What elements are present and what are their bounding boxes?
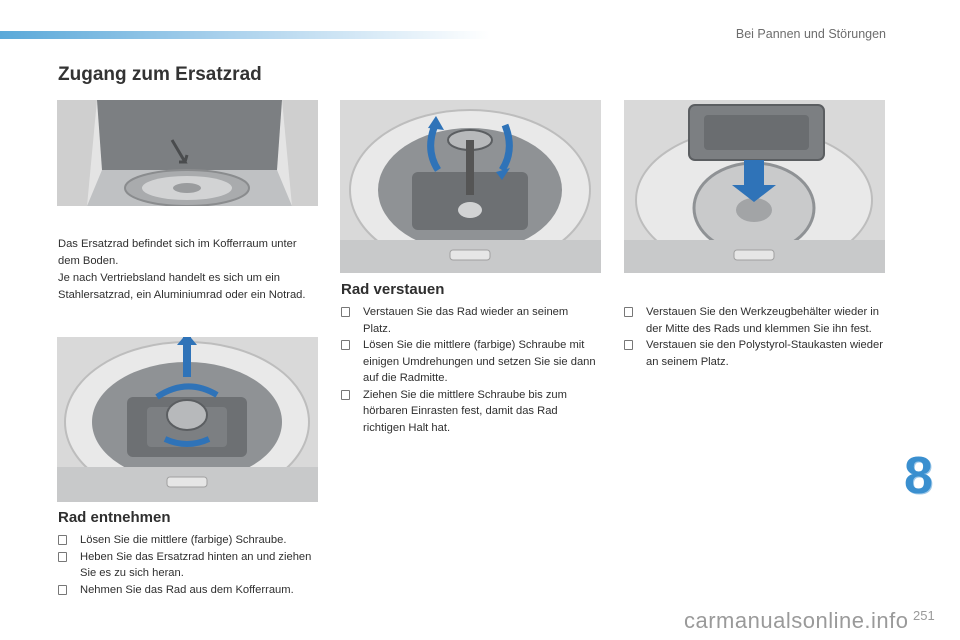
remove-wheel-illustration — [57, 337, 318, 502]
remove-steps — [58, 532, 318, 598]
list-item — [341, 387, 599, 437]
section-title: Bei Pannen und Störungen — [735, 27, 886, 41]
tools-steps — [624, 304, 884, 370]
list-item — [58, 582, 318, 599]
stow-wheel-illustration — [340, 100, 601, 273]
list-item — [58, 549, 318, 582]
stow-heading: Rad verstauen — [341, 281, 445, 298]
step-text: Verstauen sie den Polystyrol-Staukasten wieder an seinem Platz. — [646, 339, 883, 368]
list-item — [341, 304, 599, 337]
step-text: Lösen Sie die mittlere (farbige) Schraube. — [80, 534, 287, 546]
list-item — [624, 337, 884, 370]
checkbox-icon — [341, 307, 350, 317]
step-text: Ziehen Sie die mittlere Schraube bis zum hörbaren Einrasten fest, damit das Rad richtigen Halt hat. — [363, 388, 567, 434]
chapter-number: 8 — [904, 447, 933, 505]
watermark: carmanualsonline.info — [684, 608, 909, 633]
checkbox-icon — [341, 390, 350, 400]
intro-line-1: Das Ersatzrad befindet sich im Kofferraum unter dem Boden. — [58, 238, 297, 267]
remove-heading: Rad entnehmen — [58, 509, 171, 526]
step-text: Verstauen Sie den Werkzeugbehälter wieder in der Mitte des Rads und klemmen Sie ihn fest. — [646, 306, 880, 335]
list-item — [341, 337, 599, 387]
checkbox-icon — [58, 535, 67, 545]
checkbox-icon — [58, 552, 67, 562]
list-item — [58, 532, 318, 549]
toolbox-illustration — [624, 100, 885, 273]
checkbox-icon — [624, 340, 633, 350]
checkbox-icon — [624, 307, 633, 317]
page-title: Zugang zum Ersatzrad — [58, 64, 262, 85]
stow-steps — [341, 304, 599, 436]
trunk-illustration — [57, 100, 318, 206]
checkbox-icon — [341, 340, 350, 350]
intro-text — [58, 236, 308, 304]
step-text: Lösen Sie die mittlere (farbige) Schraube mit einigen Umdrehungen und setzen Sie sie dann auf die Radmitte. — [363, 339, 596, 384]
step-text: Nehmen Sie das Rad aus dem Kofferraum. — [80, 583, 294, 596]
step-text: Heben Sie das Ersatzrad hinten an und ziehen Sie es zu sich heran. — [80, 550, 312, 579]
intro-line-2: Je nach Vertriebsland handelt es sich um ein Stahlersatzrad, ein Aluminiumrad oder ein Notrad. — [58, 272, 306, 301]
list-item — [624, 304, 884, 337]
header-accent-bar — [0, 31, 490, 39]
checkbox-icon — [58, 585, 67, 595]
page-number: 251 — [913, 608, 935, 623]
step-text: Verstauen Sie das Rad wieder an seinem Platz. — [363, 306, 569, 335]
